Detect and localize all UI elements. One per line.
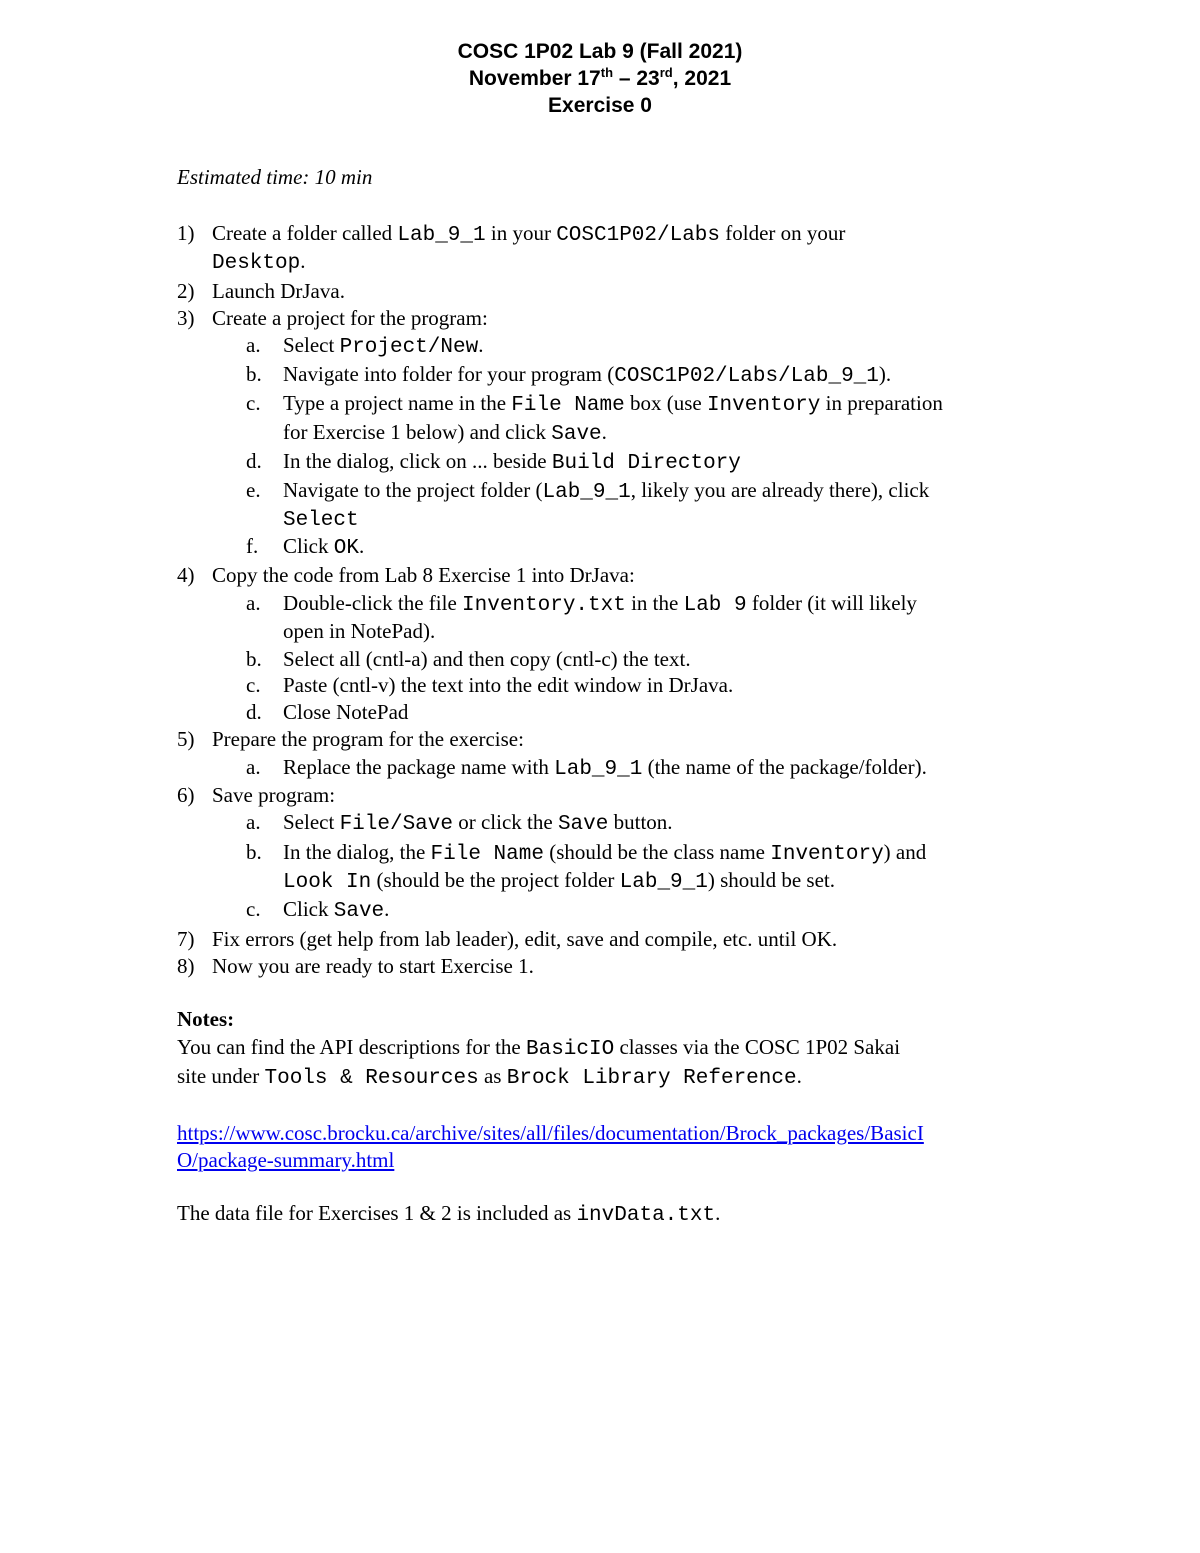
substep-letter: f. xyxy=(246,534,259,558)
estimated-time: Estimated time: 10 min xyxy=(177,165,373,189)
step-4a-text-cont: open in NotePad). xyxy=(283,619,436,643)
step-number: 4) xyxy=(177,563,195,587)
substep-letter: e. xyxy=(246,478,261,502)
step-4a-text: Double-click the file Inventory.txt in the Lab 9 folder (it will likely xyxy=(283,591,917,617)
document-header xyxy=(0,38,1200,119)
step-6-text: Save program: xyxy=(212,783,336,807)
api-docs-link[interactable]: https://www.cosc.brocku.ca/archive/sites/all/files/documentation/Brock_packages/BasicI xyxy=(177,1121,924,1145)
step-4-text: Copy the code from Lab 8 Exercise 1 into DrJava: xyxy=(212,563,635,587)
step-6a-text: Select File/Save or click the Save button. xyxy=(283,810,673,836)
exercise-title: Exercise 0 xyxy=(548,94,652,117)
step-number: 8) xyxy=(177,954,195,978)
substep-letter: d. xyxy=(246,700,262,724)
substep-letter: b. xyxy=(246,647,262,671)
data-file-note: The data file for Exercises 1 & 2 is included as invData.txt. xyxy=(177,1201,721,1227)
substep-letter: d. xyxy=(246,449,262,473)
step-number: 3) xyxy=(177,306,195,330)
step-7-text: Fix errors (get help from lab leader), edit, save and compile, etc. until OK. xyxy=(212,927,838,951)
step-1-text: Create a folder called Lab_9_1 in your COSC1P02/Labs folder on your xyxy=(212,221,846,247)
step-3c-text: Type a project name in the File Name box (use Inventory in preparation xyxy=(283,391,943,417)
substep-letter: c. xyxy=(246,673,261,697)
substep-letter: c. xyxy=(246,391,261,415)
step-4b-text: Select all (cntl-a) and then copy (cntl-c) the text. xyxy=(283,647,691,671)
step-number: 2) xyxy=(177,279,195,303)
step-number: 1) xyxy=(177,221,195,245)
step-2-text: Launch DrJava. xyxy=(212,279,345,303)
substep-letter: c. xyxy=(246,897,261,921)
step-3a-text: Select Project/New. xyxy=(283,333,484,359)
date-range xyxy=(0,65,1200,92)
step-6b-text: In the dialog, the File Name (should be the class name Inventory) and xyxy=(283,840,927,866)
notes-heading: Notes: xyxy=(177,1007,235,1031)
step-number: 6) xyxy=(177,783,195,807)
date-end: – 23 xyxy=(613,67,660,90)
notes-paragraph-cont: site under Tools & Resources as Brock Library Reference. xyxy=(177,1064,802,1090)
step-3e-text-cont: Select xyxy=(283,509,359,532)
step-3e-text: Navigate to the project folder (Lab_9_1, likely you are already there), click xyxy=(283,478,930,504)
substep-letter: a. xyxy=(246,810,261,834)
step-5a-text: Replace the package name with Lab_9_1 (the name of the package/folder). xyxy=(283,755,927,781)
step-1-text-cont: Desktop. xyxy=(212,249,306,275)
substep-letter: a. xyxy=(246,755,261,779)
substep-letter: b. xyxy=(246,362,262,386)
step-5-text: Prepare the program for the exercise: xyxy=(212,727,524,751)
step-3f-text: Click OK. xyxy=(283,534,365,560)
step-8-text: Now you are ready to start Exercise 1. xyxy=(212,954,534,978)
date-start: November 17 xyxy=(468,67,601,90)
substep-letter: b. xyxy=(246,840,262,864)
date-year: , 2021 xyxy=(672,67,732,90)
date-suffix-th: th xyxy=(600,65,614,80)
step-number: 5) xyxy=(177,727,195,751)
notes-paragraph: You can find the API descriptions for the BasicIO classes via the COSC 1P02 Sakai xyxy=(177,1035,901,1061)
step-4d-text: Close NotePad xyxy=(283,700,409,724)
step-6c-text: Click Save. xyxy=(283,897,390,923)
step-3-text: Create a project for the program: xyxy=(212,306,488,330)
course-title: COSC 1P02 Lab 9 (Fall 2021) xyxy=(457,40,743,63)
step-4c-text: Paste (cntl-v) the text into the edit window in DrJava. xyxy=(283,673,734,697)
date-suffix-rd: rd xyxy=(659,65,673,80)
substep-letter: a. xyxy=(246,591,261,615)
step-3c-text-cont: for Exercise 1 below) and click Save. xyxy=(283,420,607,446)
step-number: 7) xyxy=(177,927,195,951)
substep-letter: a. xyxy=(246,333,261,357)
step-3d-text: In the dialog, click on ... beside Build Directory xyxy=(283,449,741,475)
step-3b-text: Navigate into folder for your program (COSC1P02/Labs/Lab_9_1). xyxy=(283,362,892,388)
step-6b-text-cont: Look In (should be the project folder Lab_9_1) should be set. xyxy=(283,868,836,894)
api-docs-link-cont[interactable]: O/package-summary.html xyxy=(177,1148,395,1172)
